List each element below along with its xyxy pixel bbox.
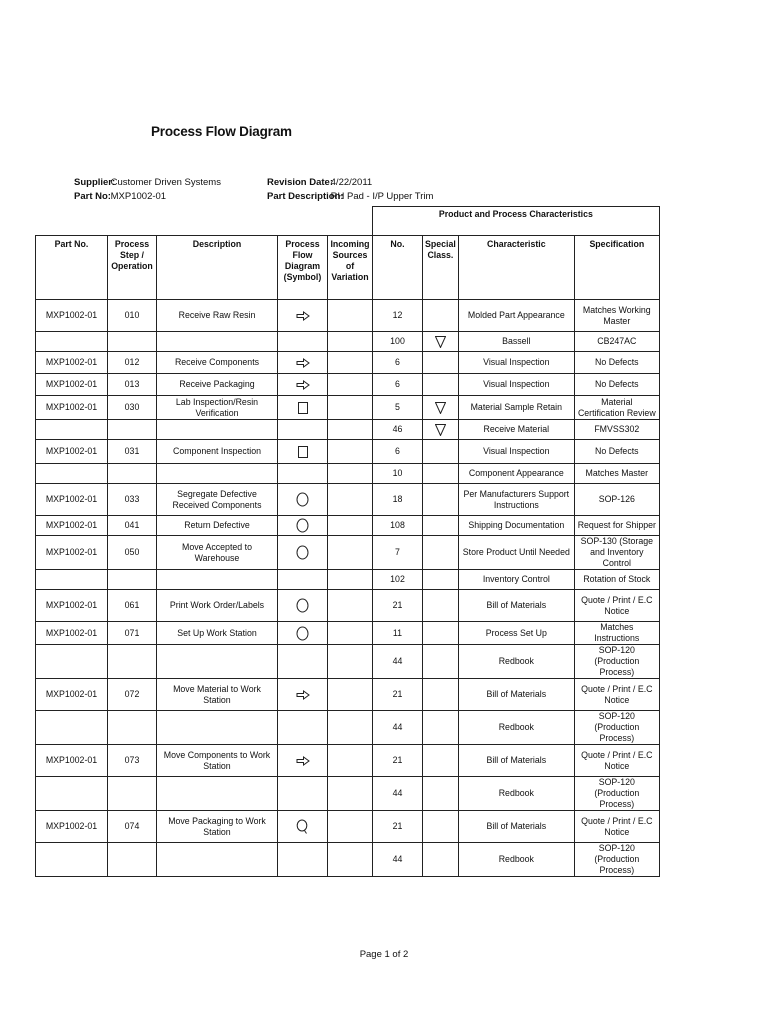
specification-cell: SOP-120 (Production Process) [574, 777, 659, 811]
part-no-cell [36, 645, 108, 679]
description-cell [157, 420, 278, 440]
incoming-cell [328, 332, 373, 352]
part-no-cell: MXP1002-01 [36, 396, 108, 420]
specification-cell: Quote / Print / E.C Notice [574, 811, 659, 843]
description-cell: Set Up Work Station [157, 622, 278, 645]
specification-cell: Matches Working Master [574, 300, 659, 332]
part-no-cell: MXP1002-01 [36, 516, 108, 536]
step-cell [108, 570, 157, 590]
flow-symbol-cell [278, 570, 328, 590]
part-no-cell: MXP1002-01 [36, 352, 108, 374]
characteristic-cell: Bassell [458, 332, 574, 352]
table-row [36, 811, 660, 843]
table-row [36, 374, 660, 396]
step-cell: 050 [108, 536, 157, 570]
step-cell: 061 [108, 590, 157, 622]
table-row [36, 300, 660, 332]
part-no-cell [36, 464, 108, 484]
char-no-cell: 6 [373, 352, 423, 374]
description-cell [157, 464, 278, 484]
flow-symbol-cell [278, 484, 328, 516]
col-header-characteristic: Characteristic [458, 236, 574, 300]
description-cell [157, 332, 278, 352]
specification-cell: Quote / Print / E.C Notice [574, 679, 659, 711]
specification-cell: SOP-130 (Storage and Inventory Control [574, 536, 659, 570]
characteristic-cell: Process Set Up [458, 622, 574, 645]
specification-cell: No Defects [574, 352, 659, 374]
step-cell: 074 [108, 811, 157, 843]
special-class-triangle-icon [425, 336, 456, 348]
operation-circle-icon [280, 598, 325, 613]
step-cell [108, 332, 157, 352]
special-class-cell [423, 352, 459, 374]
part-no-cell [36, 777, 108, 811]
incoming-cell [328, 679, 373, 711]
flow-symbol-cell [278, 374, 328, 396]
col-header-specification: Specification [574, 236, 659, 300]
incoming-cell [328, 464, 373, 484]
page-footer: Page 1 of 2 [359, 949, 409, 960]
char-no-cell: 44 [373, 711, 423, 745]
transport-arrow-icon [280, 380, 325, 390]
page-title: Process Flow Diagram [151, 124, 292, 139]
characteristic-cell: Material Sample Retain [458, 396, 574, 420]
flow-symbol-cell [278, 536, 328, 570]
flow-symbol-cell [278, 679, 328, 711]
flow-symbol-cell [278, 622, 328, 645]
characteristic-cell: Per Manufacturers Support Instructions [458, 484, 574, 516]
inspection-square-icon [280, 446, 325, 458]
specification-cell: SOP-120 (Production Process) [574, 843, 659, 877]
char-no-cell: 18 [373, 484, 423, 516]
specification-cell: Rotation of Stock [574, 570, 659, 590]
step-cell [108, 645, 157, 679]
specification-cell: SOP-126 [574, 484, 659, 516]
supplier-label: Supplier: [74, 177, 116, 188]
special-class-cell [423, 516, 459, 536]
specification-cell: No Defects [574, 440, 659, 464]
step-cell: 010 [108, 300, 157, 332]
flow-symbol-cell [278, 352, 328, 374]
table-row [36, 590, 660, 622]
part-no-cell [36, 570, 108, 590]
incoming-cell [328, 374, 373, 396]
table-row [36, 536, 660, 570]
specification-cell: Quote / Print / E.C Notice [574, 590, 659, 622]
special-class-cell [423, 711, 459, 745]
char-no-cell: 21 [373, 590, 423, 622]
table-row [36, 777, 660, 811]
specification-cell: Quote / Print / E.C Notice [574, 745, 659, 777]
part-no-value: MXP1002-01 [110, 191, 167, 202]
characteristic-cell: Visual Inspection [458, 440, 574, 464]
specification-cell: Matches Master [574, 464, 659, 484]
characteristic-cell: Bill of Materials [458, 745, 574, 777]
specification-cell: Matches Instructions [574, 622, 659, 645]
characteristic-cell: Molded Part Appearance [458, 300, 574, 332]
part-no-cell: MXP1002-01 [36, 811, 108, 843]
incoming-cell [328, 484, 373, 516]
step-cell [108, 464, 157, 484]
characteristic-cell: Redbook [458, 777, 574, 811]
description-cell [157, 645, 278, 679]
flow-symbol-cell [278, 777, 328, 811]
step-cell [108, 711, 157, 745]
special-class-cell [423, 420, 459, 440]
char-no-cell: 100 [373, 332, 423, 352]
step-cell [108, 843, 157, 877]
part-no-cell [36, 843, 108, 877]
part-no-cell: MXP1002-01 [36, 590, 108, 622]
part-no-label: Part No: [74, 191, 111, 202]
char-no-cell: 5 [373, 396, 423, 420]
flow-symbol-cell [278, 300, 328, 332]
transport-arrow-icon [280, 311, 325, 321]
incoming-cell [328, 300, 373, 332]
incoming-cell [328, 536, 373, 570]
step-cell: 013 [108, 374, 157, 396]
part-no-cell: MXP1002-01 [36, 536, 108, 570]
operation-circle-icon [280, 492, 325, 507]
characteristic-cell: Store Product Until Needed [458, 536, 574, 570]
char-no-cell: 21 [373, 679, 423, 711]
step-cell: 012 [108, 352, 157, 374]
table-row [36, 745, 660, 777]
table-row [36, 570, 660, 590]
revision-date-value: 4/22/2011 [330, 177, 373, 188]
part-description-label: Part Description: [267, 191, 344, 202]
part-description-value: RH Pad - I/P Upper Trim [330, 191, 434, 202]
characteristic-cell: Shipping Documentation [458, 516, 574, 536]
specification-cell: Request for Shipper [574, 516, 659, 536]
step-cell: 072 [108, 679, 157, 711]
part-no-cell [36, 332, 108, 352]
char-no-cell: 6 [373, 374, 423, 396]
special-class-cell [423, 745, 459, 777]
step-cell: 033 [108, 484, 157, 516]
incoming-cell [328, 570, 373, 590]
table-row [36, 622, 660, 645]
inspection-square-icon [280, 402, 325, 414]
flow-symbol-cell [278, 645, 328, 679]
flow-symbol-cell [278, 745, 328, 777]
table-row [36, 679, 660, 711]
part-no-cell: MXP1002-01 [36, 440, 108, 464]
table-row [36, 645, 660, 679]
flow-symbol-cell [278, 464, 328, 484]
special-class-cell [423, 464, 459, 484]
incoming-cell [328, 622, 373, 645]
char-no-cell: 6 [373, 440, 423, 464]
specification-cell: Material Certification Review [574, 396, 659, 420]
table-row [36, 440, 660, 464]
char-no-cell: 12 [373, 300, 423, 332]
step-cell: 041 [108, 516, 157, 536]
special-class-cell [423, 645, 459, 679]
transport-arrow-icon [280, 358, 325, 368]
specification-cell: SOP-120 (Production Process) [574, 645, 659, 679]
description-cell: Lab Inspection/Resin Verification [157, 396, 278, 420]
characteristic-cell: Redbook [458, 645, 574, 679]
special-class-cell [423, 396, 459, 420]
table-row [36, 516, 660, 536]
step-cell: 071 [108, 622, 157, 645]
col-header-step: Process Step / Operation [108, 236, 157, 300]
char-no-cell: 108 [373, 516, 423, 536]
step-cell [108, 777, 157, 811]
char-no-cell: 102 [373, 570, 423, 590]
step-cell: 031 [108, 440, 157, 464]
description-cell: Receive Components [157, 352, 278, 374]
col-header-description: Description [157, 236, 278, 300]
description-cell: Move Components to Work Station [157, 745, 278, 777]
char-no-cell: 44 [373, 645, 423, 679]
group-header: Product and Process Characteristics [373, 207, 660, 236]
part-no-cell [36, 420, 108, 440]
flow-symbol-cell [278, 843, 328, 877]
specification-cell: No Defects [574, 374, 659, 396]
flow-symbol-cell [278, 711, 328, 745]
operation-circle-icon [280, 545, 325, 560]
table-row [36, 711, 660, 745]
col-header-no: No. [373, 236, 423, 300]
char-no-cell: 11 [373, 622, 423, 645]
char-no-cell: 46 [373, 420, 423, 440]
special-class-cell [423, 777, 459, 811]
step-cell [108, 420, 157, 440]
part-no-cell: MXP1002-01 [36, 374, 108, 396]
characteristic-cell: Visual Inspection [458, 374, 574, 396]
characteristic-cell: Bill of Materials [458, 679, 574, 711]
characteristic-cell: Component Appearance [458, 464, 574, 484]
part-no-cell: MXP1002-01 [36, 745, 108, 777]
operation-circle-tail-icon [280, 819, 325, 835]
incoming-cell [328, 590, 373, 622]
char-no-cell: 44 [373, 777, 423, 811]
part-no-cell: MXP1002-01 [36, 622, 108, 645]
char-no-cell: 44 [373, 843, 423, 877]
flow-symbol-cell [278, 440, 328, 464]
flow-symbol-cell [278, 590, 328, 622]
char-no-cell: 7 [373, 536, 423, 570]
characteristic-cell: Bill of Materials [458, 590, 574, 622]
incoming-cell [328, 396, 373, 420]
incoming-cell [328, 811, 373, 843]
special-class-cell [423, 843, 459, 877]
description-cell: Receive Raw Resin [157, 300, 278, 332]
incoming-cell [328, 420, 373, 440]
table-row [36, 332, 660, 352]
description-cell: Segregate Defective Received Components [157, 484, 278, 516]
description-cell [157, 711, 278, 745]
special-class-cell [423, 484, 459, 516]
characteristic-cell: Redbook [458, 711, 574, 745]
description-cell [157, 777, 278, 811]
char-no-cell: 21 [373, 811, 423, 843]
flow-symbol-cell [278, 396, 328, 420]
col-header-incoming: Incoming Sources of Variation [328, 236, 373, 300]
characteristic-cell: Visual Inspection [458, 352, 574, 374]
special-class-cell [423, 811, 459, 843]
characteristic-cell: Bill of Materials [458, 811, 574, 843]
table-body [36, 300, 660, 877]
table-row [36, 352, 660, 374]
part-no-cell: MXP1002-01 [36, 679, 108, 711]
description-cell: Component Inspection [157, 440, 278, 464]
description-cell: Move Packaging to Work Station [157, 811, 278, 843]
incoming-cell [328, 352, 373, 374]
transport-arrow-icon [280, 690, 325, 700]
supplier-block [74, 176, 221, 204]
table-row [36, 484, 660, 516]
process-flow-table [35, 206, 660, 877]
special-class-cell [423, 440, 459, 464]
description-cell: Return Defective [157, 516, 278, 536]
description-cell: Move Material to Work Station [157, 679, 278, 711]
incoming-cell [328, 777, 373, 811]
special-class-cell [423, 570, 459, 590]
flow-symbol-cell [278, 516, 328, 536]
special-class-triangle-icon [425, 424, 456, 436]
characteristic-cell: Redbook [458, 843, 574, 877]
table-row [36, 396, 660, 420]
description-cell: Move Accepted to Warehouse [157, 536, 278, 570]
description-cell: Print Work Order/Labels [157, 590, 278, 622]
char-no-cell: 10 [373, 464, 423, 484]
table-row [36, 420, 660, 440]
flow-symbol-cell [278, 420, 328, 440]
step-cell: 030 [108, 396, 157, 420]
incoming-cell [328, 440, 373, 464]
specification-cell: CB247AC [574, 332, 659, 352]
characteristic-cell: Inventory Control [458, 570, 574, 590]
special-class-cell [423, 374, 459, 396]
description-cell [157, 843, 278, 877]
part-no-cell [36, 711, 108, 745]
incoming-cell [328, 516, 373, 536]
operation-circle-icon [280, 518, 325, 533]
col-header-part-no: Part No. [36, 236, 108, 300]
part-no-cell: MXP1002-01 [36, 300, 108, 332]
flow-symbol-cell [278, 811, 328, 843]
incoming-cell [328, 745, 373, 777]
special-class-cell [423, 332, 459, 352]
specification-cell: FMVSS302 [574, 420, 659, 440]
incoming-cell [328, 843, 373, 877]
characteristic-cell: Receive Material [458, 420, 574, 440]
special-class-cell [423, 536, 459, 570]
table-row [36, 464, 660, 484]
revision-date-label: Revision Date: [267, 177, 333, 188]
special-class-cell [423, 590, 459, 622]
part-no-cell: MXP1002-01 [36, 484, 108, 516]
col-header-flow-symbol: Process Flow Diagram (Symbol) [278, 236, 328, 300]
specification-cell: SOP-120 (Production Process) [574, 711, 659, 745]
revision-block [267, 176, 433, 204]
operation-circle-icon [280, 626, 325, 641]
step-cell: 073 [108, 745, 157, 777]
table-row [36, 843, 660, 877]
special-class-cell [423, 622, 459, 645]
special-class-cell [423, 679, 459, 711]
transport-arrow-icon [280, 756, 325, 766]
char-no-cell: 21 [373, 745, 423, 777]
incoming-cell [328, 711, 373, 745]
description-cell: Receive Packaging [157, 374, 278, 396]
col-header-special: Special Class. [423, 236, 459, 300]
supplier-value: Customer Driven Systems [110, 177, 221, 188]
incoming-cell [328, 645, 373, 679]
description-cell [157, 570, 278, 590]
flow-symbol-cell [278, 332, 328, 352]
special-class-triangle-icon [425, 402, 456, 414]
special-class-cell [423, 300, 459, 332]
